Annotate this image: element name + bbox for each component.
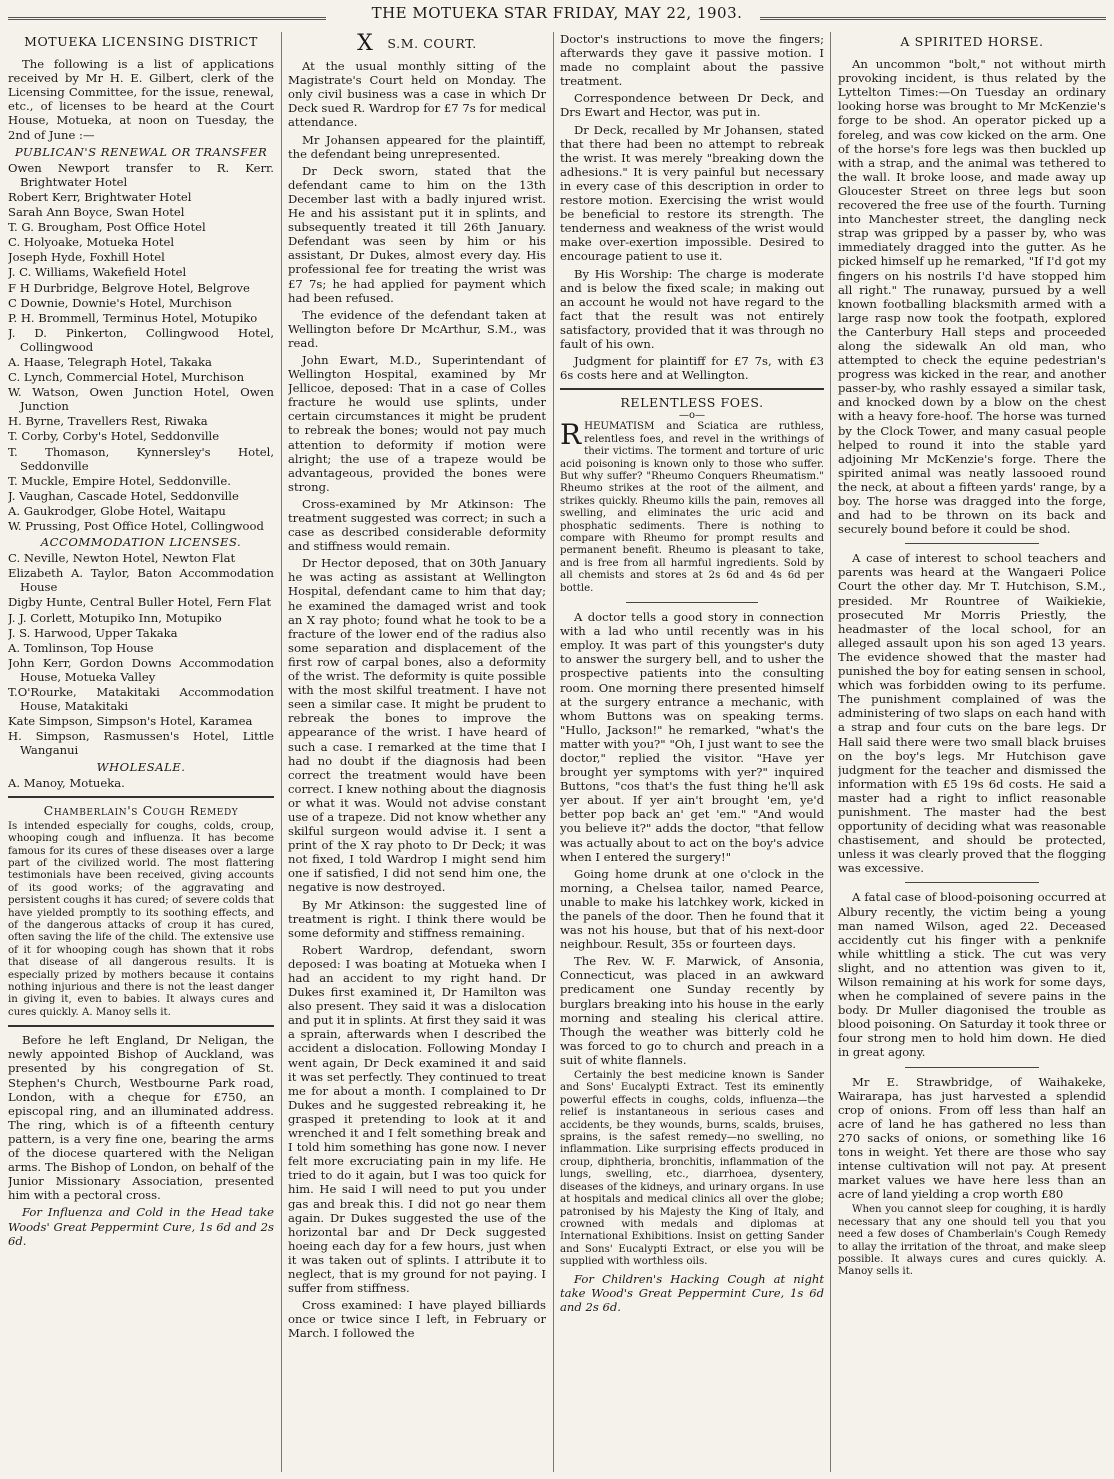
section-divider (626, 602, 758, 603)
column-rule (281, 32, 282, 1472)
rheumo-ad-text: HEUMATISM and Sciatica are ruthless, relentless foes, and revel in the writhings of their victims. The torment and torture of uric acid poisoning is known only to those who suffer. But why suffer? "Rheumo Conquers Rheumatism." Rheumo strikes at the root of the ailment, and strikes quickly. Rheumo kills the pain, removes all swelling, and eliminates the uric acid and phosphatic sediments. There is nothing to compare with Rheumo for prompt results and permanent benefit. Rheumo is pleasant to take, and is free from all harmful ingredients. Sold by all chemists and stores at 2s 6d and 4s 6d per bottle. (560, 421, 824, 594)
paragraph: John Ewart, M.D., Superintendant of Wellington Hospital, examined by Mr Jellicoe, deposed: That in a case of Colles fracture he would use splints, under certain circumstances it might be prudent to rebreak the bones; would not pay much attention to deformity if motion were alright; the use of a trapeze would be advantageous, provided the bones were strong. (288, 352, 546, 494)
paragraph: Cross-examined by Mr Atkinson: The treatment suggested was correct; in such a case as described considerable deformity and stiffness would remain. (288, 496, 546, 554)
list-item: J. S. Harwood, Upper Takaka (8, 625, 178, 640)
list-item: C. Neville, Newton Hotel, Newton Flat (8, 551, 236, 566)
paragraph: Dr Hector deposed, that on 30th January he was acting as assistant at Wellington Hospital, defendant came to him that day; he examined the damaged wrist and took an X ray photo; found what he took to be a fracture of the lower end of the radius also some separation and displacement of the first row of carpal bones, also a deformity of the wrist. The deformity is quite possible with the most skilful treatment. I have not seen a similar case. It might be prudent to rebreak the bones to improve the appearance of the wrist. I have heard of such a case. I remarked at the time that I had no doubt if the diagnosis had been correct the treatment would have been correct. I knew nothing about the diagnosis or what it was. Would not advise constant use of a trapeze. Did not know whether any skilful surgeon would advise it. I sent a print of the X ray photo to Dr Deck; it was not fixed, I told Wardrop I might send him one if satisfied, I did not send him one, the negative is now destroyed. (288, 556, 546, 895)
list-item: Sarah Ann Boyce, Swan Hotel (8, 205, 185, 220)
list-item: C. Lynch, Commercial Hotel, Murchison (8, 370, 245, 385)
list-item: John Kerr, Gordon Downs Accommodation House, Motueka Valley (8, 655, 274, 684)
list-item: J. C. Williams, Wakefield Hotel (8, 265, 187, 280)
list-item: W. Prussing, Post Office Hotel, Collingwood (8, 519, 264, 533)
list-item: H. Byrne, Travellers Rest, Riwaka (8, 414, 208, 429)
list-item: A. Manoy, Motueka. (8, 775, 125, 790)
woods-cure-ad: For Influenza and Cold in the Head take Woods' Great Peppermint Cure, 1s 6d and 2s 6d. (8, 1205, 274, 1248)
list-item: J. Vaughan, Cascade Hotel, Seddonville (8, 488, 239, 503)
list-item: T. Muckle, Empire Hotel, Seddonville. (8, 473, 231, 488)
column-1 (8, 32, 274, 1472)
list-item: J. D. Pinkerton, Collingwood Hotel, Collingwood (8, 325, 274, 354)
list-item: Owen Newport transfer to R. Kerr. Brightwater Hotel (8, 160, 274, 189)
ornament-dash: —o— (678, 410, 706, 422)
list-item: T. G. Brougham, Post Office Hotel (8, 220, 206, 235)
paragraph: Correspondence between Dr Deck, and Drs Ewart and Hector, was put in. (560, 91, 824, 120)
list-item: A. Tomlinson, Top House (8, 640, 154, 655)
list-item: Kate Simpson, Simpson's Hotel, Karamea (8, 714, 253, 729)
paragraph: Cross examined: I have played billiards once or twice since I left, in February or March. I followed the (288, 1298, 546, 1341)
section-divider (905, 543, 1039, 544)
list-item: Joseph Hyde, Foxhill Hotel (8, 250, 165, 265)
paragraph: Robert Wardrop, defendant, sworn deposed: I was boating at Motueka when I had an accident to my right hand. Dr Dukes first examined it, Dr Hamilton was also present. They said it was a dislocation and put it in splints. At first they said it was a sprain, afterwards when I described the accident a dislocation. Following Monday I went again, Dr Deck examined it and said it was set perfectly. They continued to treat me for about a month. I complained to Dr Dukes and he suggested rebreaking it, he grasped it pretending to look at it and wrenched it and I felt something break and I told him something has gone now. I never felt more excruciating pain in my life. He tried to do it again, but I was too quick for him. He said I will need to put you under gas and break this. I did not go near them again. Dr Dukes suggested the use of the horizontal bar and Dr Deck suggested hoeing each day for a few hours, just when it was taken out of splints. I attribute it to neglect, that is my ground for not paying. I suffer from stiffness. (288, 942, 546, 1296)
list-item: T.O'Rourke, Matakitaki Accommodation House, Matakitaki (8, 685, 274, 714)
cough-remedy-text: Is intended especially for coughs, colds, croup, whooping cough and influenza. It has become famous for its cures of these diseases over a large part of the civilized world. The most flattering testimonials have been received, giving accounts of its good works; of the aggravating and persistent coughs it has cured; of severe colds that have yielded promptly to its soothing effects, and of the dangerous attacks of croup it has cured, often saving the life of the child. The extensive use of it for whooping cough has shown that it robs that disease of all dangerous results. It is especially prized by mothers because it contains nothing injurious and there is not the least danger in giving it, even to babies. It always cures and cures quickly. A. Manoy sells it. (8, 820, 274, 1018)
list-item: W. Watson, Owen Junction Hotel, Owen Junction (8, 385, 274, 414)
list-item: Robert Kerr, Brightwater Hotel (8, 189, 192, 204)
paragraph: By His Worship: The charge is moderate and is below the fixed scale; in making out an account he would not have regard to the fact that the result was not entirely satisfactory, provided that it was through no fault of his own. (560, 266, 824, 351)
accommodation-heading: ACCOMMODATION LICENSES. (40, 535, 242, 550)
accommodation-list (8, 551, 274, 757)
column-3 (560, 32, 824, 1472)
sm-court-heading-row (288, 32, 546, 56)
masthead (0, 0, 1114, 30)
drop-cap: R (560, 418, 582, 452)
column-rule (830, 32, 831, 1472)
section-divider (905, 1067, 1039, 1068)
hacking-cough-ad: For Children's Hacking Cough at night take Wood's Great Peppermint Cure, 1s 6d and 2s 6d. (560, 1271, 824, 1314)
section-divider (8, 796, 274, 798)
column-rule (553, 32, 554, 1472)
list-item: A. Haase, Telegraph Hotel, Takaka (8, 354, 212, 369)
cough-remedy-heading: Chamberlain's Cough Remedy (43, 802, 239, 818)
licensing-intro: The following is a list of applications received by Mr H. E. Gilbert, clerk of the Licensing Committee, for the issue, renewal, etc., of licenses to be heard at the Court House, Motueka, at noon on Tuesday, the 2nd of June :— (8, 57, 274, 142)
list-item: Elizabeth A. Taylor, Baton Accommodation House (8, 566, 274, 595)
spirited-horse-story: An uncommon "bolt," not without mirth provoking incident, is thus related by the Lyttelton Times:—On Tuesday an ordinary looking horse was brought to Mr McKenzie's forge to be shod. An operator picked up a foreleg, and was cow kicked on the arm. One of the horse's fore legs was then buckled up with a strap, and the animal was tethered to the wall. It broke loose, and made away up Gloucester Street on three legs but soon recovered the free use of the fourth. Turning into Manchester street, the dangling neck strap was gripped by a passer by, who was immediately dragged into the gutter. As he picked himself up he remarked, "If I'd got my fingers on his nostrils I'd have stopped him all right." The runaway, pursued by a well known footballing blacksmith armed with a large rasp now took the footpath, explored the Canterbury Hall steps and proceeded along the sidewalk An old man, who attempted to check the equine pedestrian's progress was kicked in the rear, and another passer-by, who rashly essayed a similar task, and knocked down by a blow on the chest with a heavy fore-hoof. The horse was turned by the Clock Tower, and many casual people helped to round it into the stable yard adjoining Mr McKenzie's forge. There the spirited animal was neatly lassooed round the neck, at about a fifteen yards' range, by a boy. The horse was dragged into the forge, and had to be thrown on its back and securely bound before it could be shod. (838, 57, 1106, 537)
paragraph: Dr Deck, recalled by Mr Johansen, stated that there had been no attempt to rebreak the wrist. It was merely "breaking down the adhesions." It is very painful but necessary in every case of this description in order to restore motion. Exercising the wrist would be beneficial to restore its strength. The tenderness and weakness of the wrist would make over-exertion impossible. Desired to encourage patient to use it. (560, 122, 824, 264)
chelsea-tailor-story: Going home drunk at one o'clock in the morning, a Chelsea tailor, named Pearce, unable to make his latchkey work, kicked in the panels of the door. Then he found that it was not his house, but that of his next-door neighbour. Result, 35s or fourteen days. (560, 866, 824, 952)
rheumo-ad (560, 418, 824, 595)
section-divider (905, 882, 1039, 883)
list-item: C. Holyoake, Motueka Hotel (8, 235, 175, 250)
blood-poisoning-story: A fatal case of blood-poisoning occurred at Albury recently, the victim being a young man named Wilson, aged 22. Deceased accidently cut his finger with a penknife while whittling a stick. The cut was very slight, and no attention was given to it, Wilson remaining at his work for some days, when he complained of severe pains in the body. Dr Muller diagonised the trouble as blood poisoning. On Saturday it took three or four strong men to hold him down. He died in great agony. (838, 890, 1106, 1060)
section-divider (560, 388, 824, 390)
paragraph: At the usual monthly sitting of the Magistrate's Court held on Monday. The only civil business was a case in which Dr Deck sued R. Wardrop for £7 7s for medical attendance. (288, 59, 546, 130)
publican-heading: PUBLICAN'S RENEWAL OR TRANSFER (14, 144, 268, 159)
paragraph: Doctor's instructions to move the fingers; afterwards they gave it passive motion. I made no complaint about the passive treatment. (560, 32, 824, 89)
paragraph: Judgment for plaintiff for £7 7s, with £3 6s costs here and at Wellington. (560, 354, 824, 383)
doctor-story: A doctor tells a good story in connection with a lad who until recently was in his employ. It was part of this youngster's duty to answer the surgery bell, and to usher the prospective patients into the consulting room. One morning there presented himself at the surgery entrance a mechanic, with whom Buttons was on speaking terms. "Hullo, Jackson!" he remarked, "what's the matter with you?" "Oh, I just want to see the doctor," replied the visitor. "Have yer brought yer symptoms with yer?" inquired Buttons, "cos that's the fust thing he'll ask yer about. If yer ain't brought 'em, ye'd better pop back an' get 'em." "And would you believe it?" adds the doctor, "that fellow was actually about to act on the boy's advice when I entered the surgery!" (560, 610, 824, 864)
publican-list (8, 161, 274, 533)
list-item: J. J. Corlett, Motupiko Inn, Motupiko (8, 610, 222, 625)
spirited-horse-heading: A SPIRITED HORSE. (900, 34, 1044, 49)
list-item: P. H. Brommell, Terminus Hotel, Motupiko (8, 310, 258, 325)
handwritten-x-mark: X (357, 32, 374, 56)
masthead-title: THE MOTUEKA STAR FRIDAY, MAY 22, 1903. (366, 4, 749, 22)
school-teachers-story: A case of interest to school teachers and parents was heard at the Wangaeri Police Court the other day. Mr T. Hutchison, S.M., presided. Mr Rountree of Waikiekie, prosecuted Mr Morris Priestly, the headmaster of the local school, for an alleged assault upon his son aged 13 years. The evidence showed that the master had punished the boy for eating sensen in school, which was forbidden owing to its perfume. The punishment complained of was the administering of two slaps on each hand with a strap and four cuts on the bare legs. Dr Hall said there were two small black bruises on the boy's legs. Mr Hutchison gave judgment for the teacher and dismissed the information with £5 19s 6d costs. He said a master had a right to inflict reasonable punishment. The master had the best opportunity of deciding what was reasonable chastisement, and should be protected, unless it was clearly proved that the flogging was excessive. (838, 551, 1106, 876)
licensing-heading: MOTUEKA LICENSING DISTRICT (24, 34, 258, 49)
paragraph: Mr Johansen appeared for the plaintiff, the defendant being unrepresented. (288, 132, 546, 161)
list-item: H. Simpson, Rasmussen's Hotel, Little Wanganui (8, 729, 274, 758)
list-item: Digby Hunte, Central Buller Hotel, Fern Flat (8, 595, 272, 610)
list-item: F H Durbridge, Belgrove Hotel, Belgrove (8, 280, 250, 295)
list-item: T. Thomason, Kynnersley's Hotel, Seddonville (8, 444, 274, 473)
eucalypti-ad: Certainly the best medicine known is Sander and Sons' Eucalypti Extract. Test its eminently powerful effects in coughs, colds, influenza—the relief is instantaneous in serious cases and accidents, be they wounds, burns, scalds, bruises, sprains, is the safest remedy—no swelling, no inflammation. Like surprising effects produced in croup, diphtheria, bronchitis, inflammation of the lungs, swelling, etc., diarrhoea, dysentery, diseases of the kidneys, and urinary organs. In use at hospitals and medical clinics all over the globe; patronised by his Majesty the King of Italy, and crowned with medals and diplomas at International Exhibitions. Insist on getting Sander and Sons' Eucalypti Extract, or else you will be supplied with worthless oils. (560, 1070, 824, 1268)
neligan-article: Before he left England, Dr Neligan, the newly appointed Bishop of Auckland, was presented by his congregation of St. Stephen's Church, Westbourne Park road, London, with a cheque for £750, an episcopal ring, and an illuminated address. The ring, which is of a fifteenth century pattern, is a very fine one, bearing the arms of the diocese quartered with the Neligan arms. The Bishop of London, on behalf of the Junior Missionary Association, presented him with a pectoral cross. (8, 1033, 274, 1203)
list-item: A. Gaukrodger, Globe Hotel, Waitapu (8, 503, 226, 518)
paragraph: By Mr Atkinson: the suggested line of treatment is right. I think there would be some deformity and stiffness remaining. (288, 897, 546, 940)
list-item: T. Corby, Corby's Hotel, Seddonville (8, 429, 220, 444)
section-divider (8, 1025, 274, 1027)
list-item: C Downie, Downie's Hotel, Murchison (8, 295, 232, 310)
marwick-story: The Rev. W. F. Marwick, of Ansonia, Connecticut, was placed in an awkward predicament one Sunday recently by burglars breaking into his house in the early morning and stealing his clerical attire. Though the weather was bitterly cold he was forced to go to church and preach in a suit of white flannels. (560, 954, 824, 1067)
paragraph: The evidence of the defendant taken at Wellington before Dr McArthur, S.M., was read. (288, 307, 546, 350)
wholesale-heading: WHOLESALE. (96, 759, 186, 774)
relentless-foes-heading: RELENTLESS FOES. (620, 395, 764, 411)
column-2 (288, 32, 546, 1472)
onions-story: Mr E. Strawbridge, of Waihakeke, Wairarapa, has just harvested a splendid crop of onions. From off less than half an acre of land he has gathered no less than 270 sacks of onions, or something like 16 tons in weight. Yet there are those who say intense cultivation will not pay. At present market values we have here less than an acre of land yielding a crop worth £80 (838, 1074, 1106, 1202)
sleep-cough-ad: When you cannot sleep for coughing, it is hardly necessary that any one should tell you that you need a few doses of Chamberlain's Cough Remedy to allay the irritation of the throat, and make sleep possible. It always cures and cures quickly. A. Manoy sells it. (838, 1204, 1106, 1278)
paragraph: Dr Deck sworn, stated that the defendant came to him on the 13th December last with a badly injured wrist. He and his assistant put it in splints, and subsequently treated it till 26th January. Defendant was seen by him or his assistant, Dr Dukes, almost every day. His professional fee for treating the wrist was £7 7s; he had applied for payment which had been refused. (288, 163, 546, 305)
sm-court-heading: S.M. COURT. (387, 36, 477, 51)
column-4 (838, 32, 1106, 1472)
